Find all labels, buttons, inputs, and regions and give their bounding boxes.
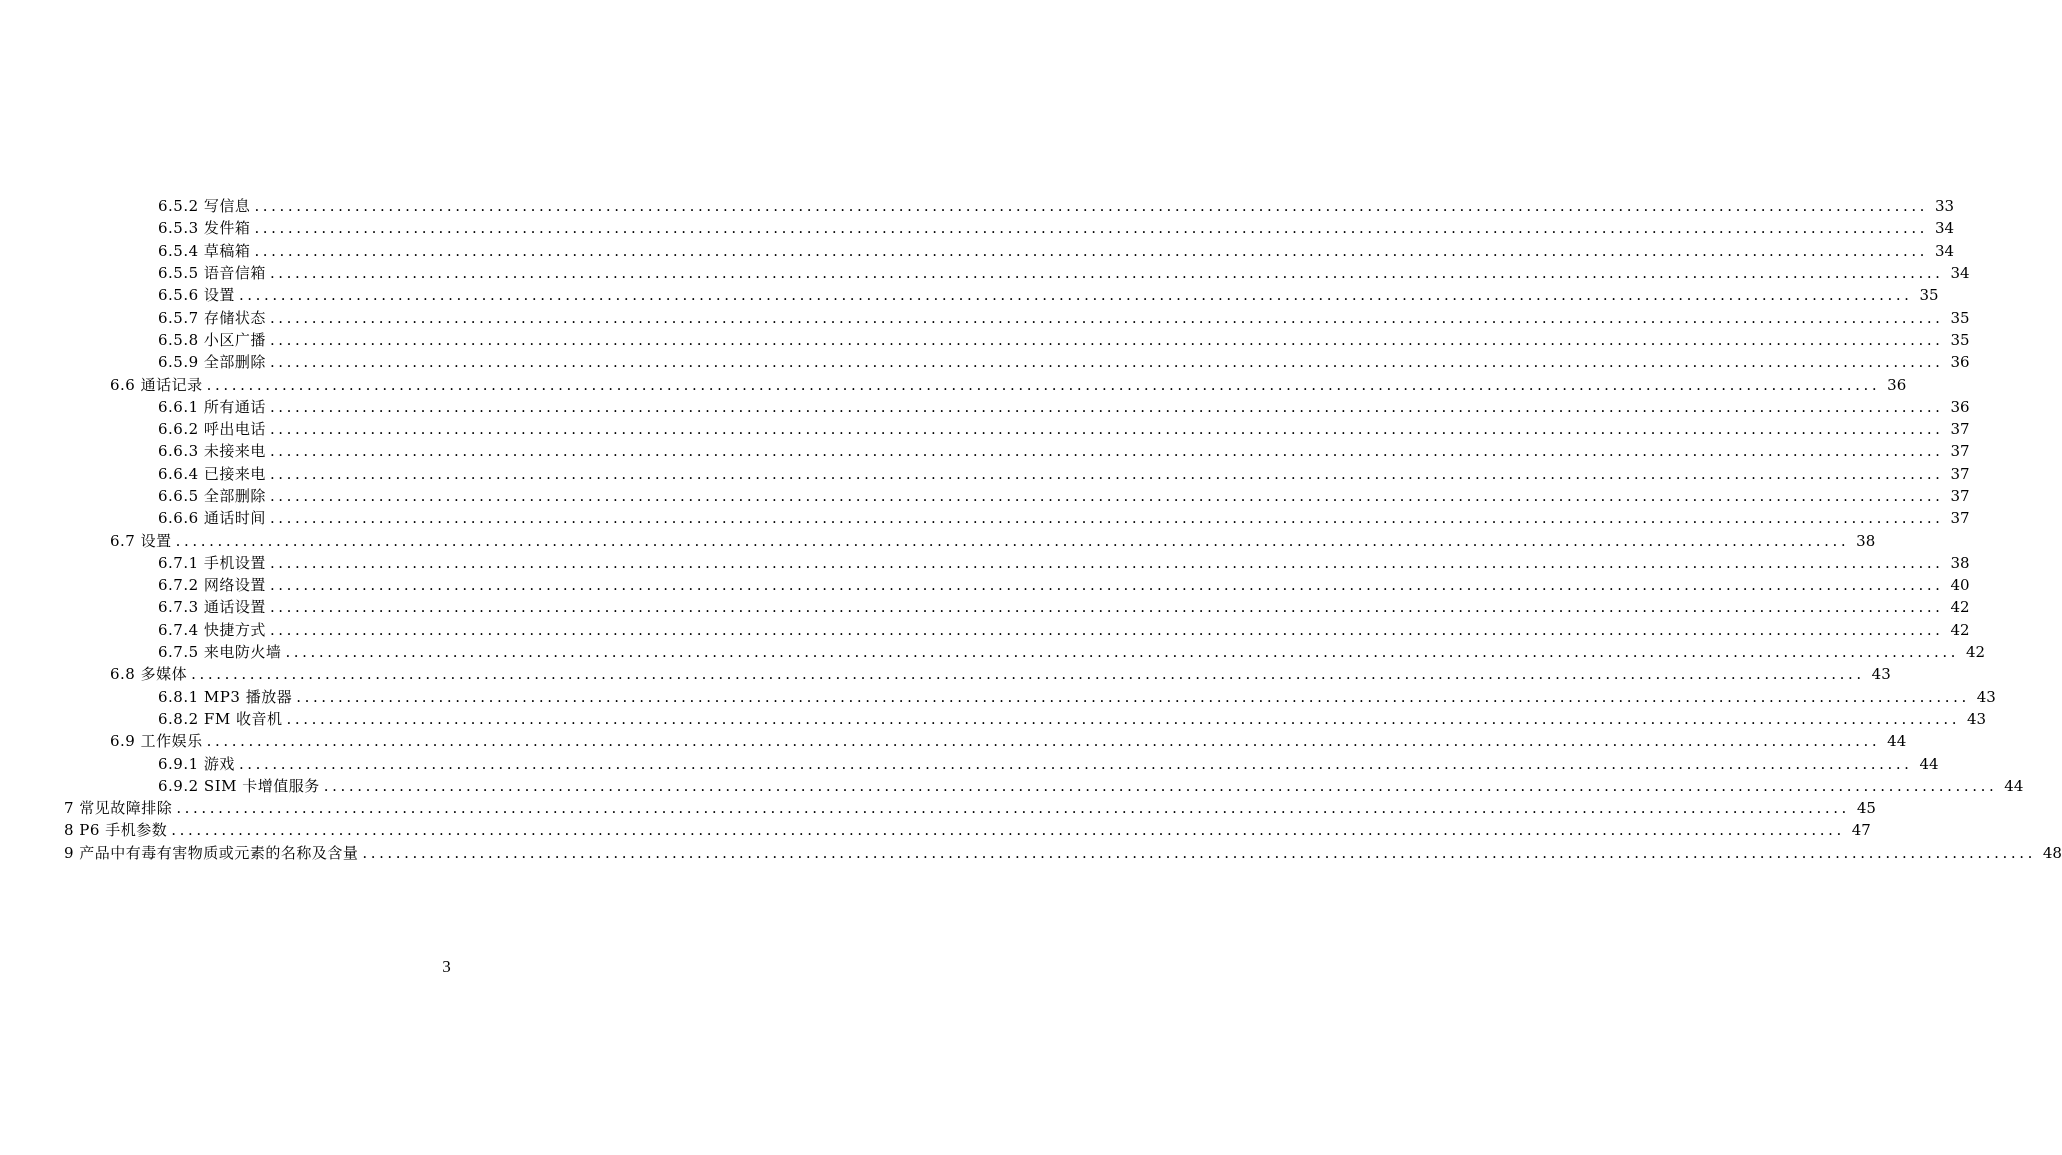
toc-entry-page: 45: [1856, 799, 1876, 818]
toc-entry-label: 6.6.3 未接来电: [158, 442, 266, 461]
toc-entry[interactable]: [0, 262, 1970, 284]
toc-dot-leader: ........................................................................................................................................................................................................: [269, 397, 1944, 416]
toc-dot-leader: ........................................................................................................................................................................................................: [269, 353, 1944, 372]
toc-entry-page: 37: [1950, 420, 1970, 439]
toc-entry-label: 6.7.4 快捷方式: [158, 620, 266, 639]
toc-entry-page: 47: [1851, 821, 1871, 840]
toc-entry-label: 6.6.5 全部删除: [158, 487, 266, 505]
toc-entry-page: 37: [1950, 442, 1970, 461]
toc-dot-leader: ........................................................................................................................................................................................................: [269, 487, 1944, 505]
toc-dot-leader: ........................................................................................................................................................................................................: [323, 776, 1998, 795]
toc-entry[interactable]: [0, 373, 1907, 395]
toc-dot-leader: ........................................................................................................................................................................................................: [191, 665, 1865, 684]
toc-entry[interactable]: [0, 574, 1970, 596]
toc-dot-leader: ........................................................................................................................................................................................................: [269, 553, 1944, 572]
toc-entry[interactable]: [0, 396, 1970, 418]
toc-entry-page: 36: [1950, 397, 1970, 416]
toc-entry-label: 6.5.6 设置: [158, 286, 235, 305]
toc-entry[interactable]: [0, 730, 1907, 752]
toc-dot-leader: ........................................................................................................................................................................................................: [254, 219, 1929, 238]
toc-dot-leader: ........................................................................................................................................................................................................: [254, 197, 1929, 216]
toc-dot-leader: ........................................................................................................................................................................................................: [206, 732, 1881, 751]
toc-entry-page: 35: [1950, 308, 1970, 327]
toc-entry-page: 34: [1950, 264, 1970, 283]
toc-entry[interactable]: [0, 351, 1970, 373]
toc-entry[interactable]: [0, 663, 1891, 685]
toc-entry-page: 34: [1934, 219, 1955, 238]
toc-entry-page: 38: [1856, 531, 1876, 550]
toc-entry-page: 43: [1871, 665, 1891, 684]
toc-entry-label: 6.7.3 通话设置: [158, 598, 266, 617]
toc-entry-page: 44: [1887, 732, 1907, 751]
toc-entry-page: 37: [1950, 487, 1970, 505]
toc-entry[interactable]: [0, 329, 1970, 351]
table-of-contents: [0, 195, 2062, 864]
toc-entry-label: 6.6.4 已接来电: [158, 464, 266, 483]
toc-dot-leader: ........................................................................................................................................................................................................: [269, 576, 1944, 595]
toc-entry-label: 6.7.2 网络设置: [158, 576, 266, 595]
toc-dot-leader: ........................................................................................................................................................................................................: [269, 509, 1944, 528]
toc-entry-page: 35: [1950, 330, 1970, 349]
toc-dot-leader: ........................................................................................................................................................................................................: [269, 264, 1944, 283]
toc-entry-page: 42: [1950, 620, 1970, 639]
toc-entry-page: 40: [1950, 576, 1970, 595]
toc-entry-page: 38: [1950, 553, 1970, 572]
toc-dot-leader: ........................................................................................................................................................................................................: [269, 598, 1944, 617]
toc-entry[interactable]: [0, 819, 1871, 841]
toc-entry-page: 35: [1919, 286, 1939, 305]
toc-entry[interactable]: [0, 686, 1996, 708]
page-number: 3: [442, 957, 451, 976]
toc-dot-leader: ........................................................................................................................................................................................................: [254, 241, 1929, 260]
toc-entry[interactable]: [0, 529, 1876, 551]
toc-entry[interactable]: [0, 463, 1970, 485]
toc-dot-leader: ........................................................................................................................................................................................................: [269, 442, 1944, 461]
toc-entry[interactable]: [0, 552, 1970, 574]
toc-entry-label: 6.5.5 语音信箱: [158, 264, 266, 283]
toc-entry-page: 42: [1950, 598, 1970, 617]
toc-entry[interactable]: [0, 797, 1876, 819]
toc-entry-label: 6.7.5 来电防火墙: [158, 643, 282, 662]
toc-entry-label: 9 产品中有毒有害物质或元素的名称及含量: [64, 843, 359, 862]
toc-entry-page: 37: [1950, 464, 1970, 483]
toc-entry-page: 43: [1967, 709, 1987, 728]
toc-entry-page: 44: [2004, 776, 2024, 795]
toc-entry-label: 6.6.1 所有通话: [158, 397, 266, 416]
toc-entry-label: 6.5.7 存储状态: [158, 308, 266, 327]
toc-entry[interactable]: [0, 217, 1955, 239]
toc-entry-label: 6.5.2 写信息: [158, 197, 251, 216]
toc-dot-leader: ........................................................................................................................................................................................................: [296, 687, 1970, 706]
toc-entry[interactable]: [0, 596, 1970, 618]
toc-entry[interactable]: [0, 507, 1970, 529]
toc-dot-leader: ........................................................................................................................................................................................................: [285, 643, 1960, 662]
toc-entry[interactable]: [0, 752, 1939, 774]
toc-entry[interactable]: [0, 485, 1970, 507]
toc-entry-label: 7 常见故障排除: [64, 799, 173, 818]
toc-entry-label: 6.9.2 SIM 卡增值服务: [158, 776, 320, 795]
toc-entry-page: 36: [1950, 353, 1970, 372]
toc-dot-leader: ........................................................................................................................................................................................................: [176, 799, 1850, 818]
toc-entry-page: 43: [1976, 687, 1996, 706]
toc-entry[interactable]: [0, 195, 1955, 217]
toc-dot-leader: ........................................................................................................................................................................................................: [286, 709, 1961, 728]
toc-entry-label: 6.5.9 全部删除: [158, 353, 266, 372]
toc-dot-leader: ........................................................................................................................................................................................................: [238, 286, 1913, 305]
toc-dot-leader: ........................................................................................................................................................................................................: [269, 330, 1944, 349]
toc-entry[interactable]: [0, 842, 2062, 864]
toc-entry[interactable]: [0, 619, 1970, 641]
toc-entry-page: 36: [1887, 375, 1907, 394]
toc-entry[interactable]: [0, 708, 1987, 730]
toc-entry-label: 6.6.2 呼出电话: [158, 420, 266, 439]
toc-entry-label: 6.7.1 手机设置: [158, 553, 266, 572]
toc-dot-leader: ........................................................................................................................................................................................................: [269, 464, 1944, 483]
toc-entry-page: 48: [2042, 843, 2062, 862]
toc-dot-leader: ........................................................................................................................................................................................................: [206, 375, 1881, 394]
toc-entry[interactable]: [0, 306, 1970, 328]
toc-entry[interactable]: [0, 418, 1970, 440]
toc-entry-label: 8 P6 手机参数: [64, 821, 168, 840]
toc-entry[interactable]: [0, 440, 1970, 462]
toc-entry-page: 33: [1934, 197, 1955, 216]
toc-dot-leader: ........................................................................................................................................................................................................: [175, 531, 1850, 550]
toc-entry[interactable]: [0, 775, 2024, 797]
toc-dot-leader: ........................................................................................................................................................................................................: [171, 821, 1845, 840]
toc-entry[interactable]: [0, 284, 1939, 306]
toc-entry-page: 34: [1934, 241, 1955, 260]
toc-entry-page: 37: [1950, 509, 1970, 528]
toc-entry-label: 6.5.4 草稿箱: [158, 241, 251, 260]
toc-dot-leader: ........................................................................................................................................................................................................: [269, 308, 1944, 327]
toc-entry-label: 6.5.8 小区广播: [158, 330, 266, 349]
toc-dot-leader: ........................................................................................................................................................................................................: [269, 620, 1944, 639]
toc-entry-label: 6.6 通话记录: [110, 375, 203, 394]
toc-entry-label: 6.7 设置: [110, 531, 172, 550]
toc-entry-label: 6.9 工作娱乐: [110, 732, 203, 751]
toc-entry-label: 6.8 多媒体: [110, 665, 188, 684]
toc-entry[interactable]: [0, 641, 1986, 663]
toc-entry-label: 6.6.6 通话时间: [158, 509, 266, 528]
toc-entry-label: 6.8.2 FM 收音机: [158, 709, 283, 728]
toc-entry-page: 44: [1919, 754, 1939, 773]
toc-entry-label: 6.8.1 MP3 播放器: [158, 687, 293, 706]
toc-entry[interactable]: [0, 240, 1955, 262]
toc-entry-label: 6.5.3 发件箱: [158, 219, 251, 238]
toc-dot-leader: ........................................................................................................................................................................................................: [362, 843, 2036, 862]
toc-entry-label: 6.9.1 游戏: [158, 754, 235, 773]
toc-dot-leader: ........................................................................................................................................................................................................: [269, 420, 1944, 439]
toc-entry-page: 42: [1965, 643, 1986, 662]
toc-dot-leader: ........................................................................................................................................................................................................: [238, 754, 1913, 773]
